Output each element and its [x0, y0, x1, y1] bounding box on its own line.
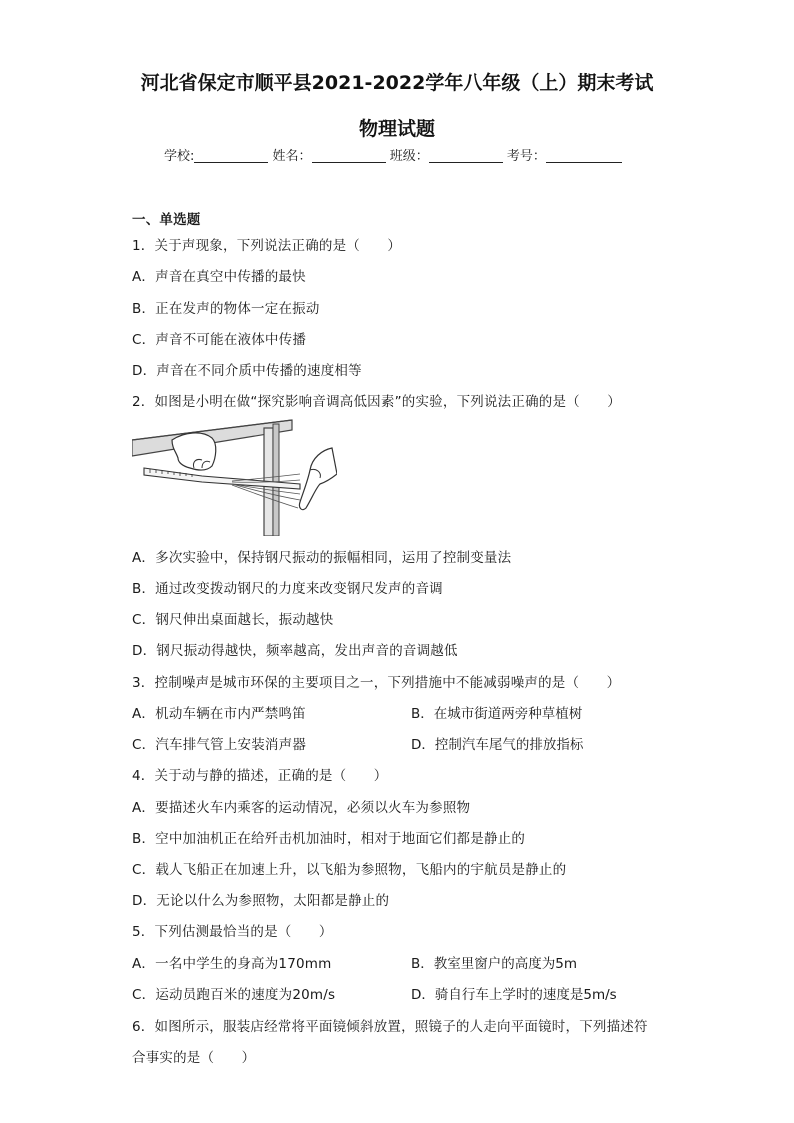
student-info-row: [164, 145, 622, 164]
question-1-option-a: A．声音在真空中传播的最快: [132, 269, 306, 285]
question-4-option-c: C．载人飞船正在加速上升，以飞船为参照物，飞船内的宇航员是静止的: [132, 862, 567, 878]
question-6-stem-line-2: 合事实的是（ ）: [132, 1050, 256, 1066]
name-label: 姓名：: [272, 149, 312, 164]
question-5-stem: 5．下列估测最恰当的是（ ）: [132, 924, 333, 940]
question-3-option-d: D．控制汽车尾气的排放指标: [411, 737, 584, 753]
question-4-option-d: D．无论以什么为参照物，太阳都是静止的: [132, 893, 390, 909]
question-3-option-c: C．汽车排气管上安装消声器: [132, 737, 307, 753]
question-1-stem: 1．关于声现象，下列说法正确的是（ ）: [132, 238, 402, 254]
question-3-option-a: A．机动车辆在市内严禁鸣笛: [132, 706, 306, 722]
question-5-option-d: D．骑自行车上学时的速度是5m/s: [411, 987, 617, 1003]
question-3-stem: 3．控制噪声是城市环保的主要项目之一，下列措施中不能减弱噪声的是（ ）: [132, 675, 621, 691]
question-5-option-a: A．一名中学生的身高为170mm: [132, 956, 332, 972]
question-1-option-d: D．声音在不同介质中传播的速度相等: [132, 363, 362, 379]
question-4-option-a: A．要描述火车内乘客的运动情况，必须以火车为参照物: [132, 800, 471, 816]
exam-title: 河北省保定市顺平县2021-2022学年八年级（上）期末考试: [140, 72, 654, 94]
exam-subtitle: 物理试题: [358, 118, 435, 140]
question-1-option-c: C．声音不可能在液体中传播: [132, 332, 307, 348]
question-2-option-c: C．钢尺伸出桌面越长，振动越快: [132, 612, 334, 628]
class-label: 班级：: [389, 149, 429, 164]
question-3-option-b: B．在城市街道两旁种草植树: [411, 706, 583, 722]
question-2-option-d: D．钢尺振动得越快，频率越高，发出声音的音调越低: [132, 643, 458, 659]
question-4-stem: 4．关于动与静的描述，正确的是（ ）: [132, 768, 388, 784]
question-2-stem: 2．如图是小明在做“探究影响音调高低因素”的实验，下列说法正确的是（ ）: [132, 394, 621, 410]
class-blank[interactable]: [429, 148, 503, 163]
question-2-option-b: B．通过改变拨动钢尺的力度来改变钢尺发声的音调: [132, 581, 443, 597]
exam-no-label: 考号：: [506, 149, 546, 164]
section-heading: 一、单选题: [132, 212, 201, 228]
question-2-option-a: A．多次实验中，保持钢尺振动的振幅相同，运用了控制变量法: [132, 550, 512, 566]
question-1-option-b: B．正在发声的物体一定在振动: [132, 301, 320, 317]
exam-no-blank[interactable]: [546, 148, 622, 163]
school-blank[interactable]: [194, 148, 268, 163]
school-label: 学校:: [164, 149, 195, 164]
question-6-stem-line-1: 6．如图所示，服装店经常将平面镜倾斜放置，照镜子的人走向平面镜时，下列描述符: [132, 1019, 648, 1035]
name-blank[interactable]: [312, 148, 386, 163]
ruler-experiment-figure: [132, 418, 337, 536]
question-5-option-c: C．运动员跑百米的速度为20m/s: [132, 987, 336, 1003]
question-5-option-b: B．教室里窗户的高度为5m: [411, 956, 578, 972]
question-4-option-b: B．空中加油机正在给歼击机加油时，相对于地面它们都是静止的: [132, 831, 526, 847]
